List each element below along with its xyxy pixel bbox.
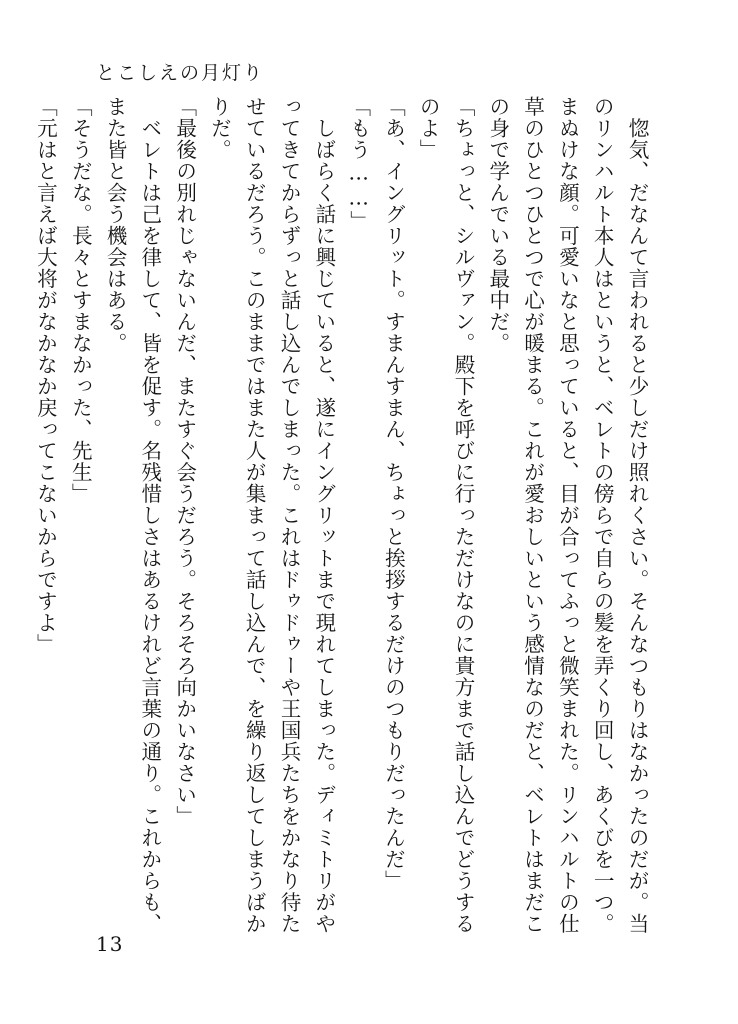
paragraph: 惚気、だなんて言われると少しだけ照れくさい。そんなつもりはなかったのだが。当のリンハルト本人はというと、ベレトの傍らで自らの髪を弄くり回し、あくびを一つ。まぬけな顔。可愛いなと思っていると、目が合ってふっと微笑まれた。リンハルトの仕草のひとつひとつで心が暖まる。これが愛おしいという感情なのだと、ベレトはまだこの身で学んでいる最中だ。 — [485, 96, 649, 935]
paragraph: 「そうだな。長々とすまなかった、先生」 — [68, 96, 93, 505]
paragraph: ベレトは己を律して、皆を促す。名残惜しさはあるけれど言葉の通り。これからも、また皆と会う機会はある。 — [103, 96, 162, 935]
paragraph: 「最後の別れじゃないんだ、またすぐ会うだろう。そろそろ向かいなさい」 — [172, 96, 197, 827]
paragraph: しばらく話に興じていると、遂にイングリットまで現れてしまった。ディミトリがやってきてからずっと話し込んでしまった。これはドゥドゥーや王国兵たちをかなり待たせているだろう。このままではまた人が集まって話し込んで、を繰り返してしまうばかりだ。 — [207, 96, 336, 935]
paragraph: 「あ、イングリット。すまんすまん、ちょっと挨拶するだけのつもりだったんだ」 — [381, 96, 406, 892]
paragraph: 「元はと言えば大将がなかなか戻ってこないからですよ」 — [33, 96, 58, 655]
page-number: 13 — [96, 932, 124, 956]
paragraph: 「ちょっと、シルヴァン。殿下を呼びに行っただけなのに貴方まで話し込んでどうするのよ」 — [416, 96, 476, 935]
body-text — [33, 96, 654, 936]
paragraph: 「もう……」 — [346, 96, 371, 232]
running-head: とこしえの月灯り — [96, 62, 265, 84]
